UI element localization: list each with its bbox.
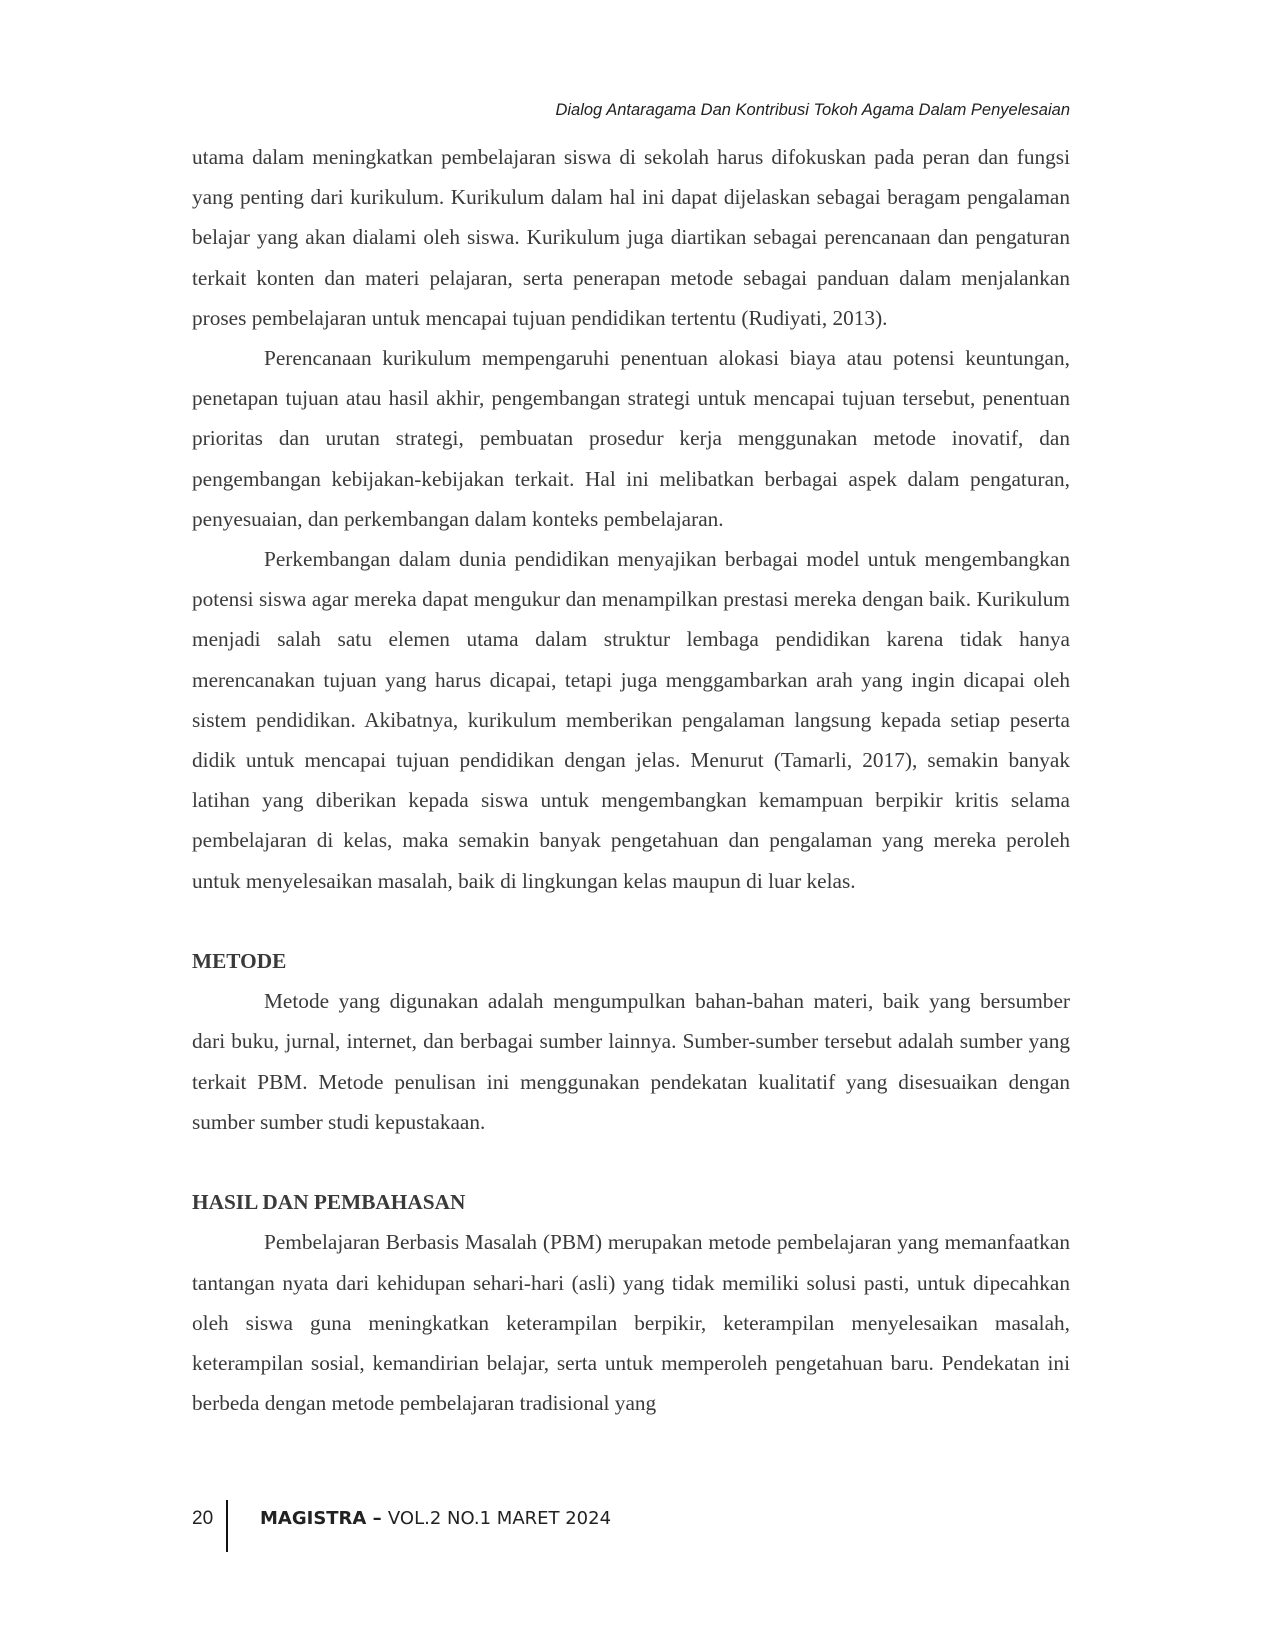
section-spacer bbox=[192, 1142, 1070, 1182]
body-text bbox=[192, 137, 1070, 1423]
section-heading-metode: METODE bbox=[192, 949, 287, 974]
footer-divider bbox=[226, 1500, 228, 1552]
journal-citation bbox=[260, 1508, 611, 1529]
paragraph-continued: utama dalam meningkatkan pembelajaran siswa di sekolah harus difokuskan pada peran dan fungsi yang penting dari kurikulum. Kurikulum dalam hal ini dapat dijelaskan sebagai beragam pengalaman belajar yang akan dialami oleh siswa. Kurikulum juga diartikan sebagai perencanaan dan pengaturan terkait konten dan materi pelajaran, serta penerapan metode sebagai panduan dalam menjalankan proses pembelajaran untuk mencapai tujuan pendidikan tertentu (Rudiyati, 2013). bbox=[192, 145, 1070, 330]
journal-name: MAGISTRA bbox=[260, 1508, 367, 1529]
paragraph-perkembangan: Perkembangan dalam dunia pendidikan menyajikan berbagai model untuk mengembangkan potensi siswa agar mereka dapat mengukur dan menampilkan prestasi mereka dengan baik. Kurikulum menjadi salah satu elemen utama dalam struktur lembaga pendidikan karena tidak hanya merencanakan tujuan yang harus dicapai, tetapi juga menggambarkan arah yang ingin dicapai oleh sistem pendidikan. Akibatnya, kurikulum memberikan pengalaman langsung kepada setiap peserta didik untuk mencapai tujuan pendidikan dengan jelas. Menurut (Tamarli, 2017), semakin banyak latihan yang diberikan kepada siswa untuk mengembangkan kemampuan berpikir kritis selama pembelajaran di kelas, maka semakin banyak pengetahuan dan pengalaman yang mereka peroleh untuk menyelesaikan masalah, baik di lingkungan kelas maupun di luar kelas. bbox=[192, 547, 1070, 893]
page-number: 20 bbox=[192, 1508, 214, 1529]
paragraph-hasil: Pembelajaran Berbasis Masalah (PBM) merupakan metode pembelajaran yang memanfaatkan tantangan nyata dari kehidupan sehari-hari (asli) yang tidak memiliki solusi pasti, untuk dipecahkan oleh siswa guna meningkatkan keterampilan berpikir, keterampilan menyelesaikan masalah, keterampilan sosial, kemandirian belajar, serta untuk memperoleh pengetahuan baru. Pendekatan ini berbeda dengan metode pembelajaran tradisional yang bbox=[192, 1230, 1070, 1416]
paragraph-metode: Metode yang digunakan adalah mengumpulkan bahan-bahan materi, baik yang bersumber dari buku, jurnal, internet, dan berbagai sumber lainnya. Sumber-sumber tersebut adalah sumber yang terkait PBM. Metode penulisan ini menggunakan pendekatan kualitatif yang disesuaikan dengan sumber sumber studi kepustakaan. bbox=[192, 989, 1070, 1134]
section-spacer bbox=[192, 901, 1070, 941]
running-header: Dialog Antaragama Dan Kontribusi Tokoh Agama Dalam Penyelesaian bbox=[555, 101, 1070, 119]
journal-dash: – bbox=[366, 1508, 388, 1529]
paragraph-perencanaan: Perencanaan kurikulum mempengaruhi penentuan alokasi biaya atau potensi keuntungan, penetapan tujuan atau hasil akhir, pengembangan strategi untuk mencapai tujuan tersebut, penentuan prioritas dan urutan strategi, pembuatan prosedur kerja menggunakan metode inovatif, dan pengembangan kebijakan-kebijakan terkait. Hal ini melibatkan berbagai aspek dalam pengaturan, penyesuaian, dan perkembangan dalam konteks pembelajaran. bbox=[192, 346, 1070, 531]
section-heading-hasil: HASIL DAN PEMBAHASAN bbox=[192, 1190, 466, 1215]
journal-volume: VOL.2 NO.1 MARET 2024 bbox=[387, 1508, 612, 1529]
